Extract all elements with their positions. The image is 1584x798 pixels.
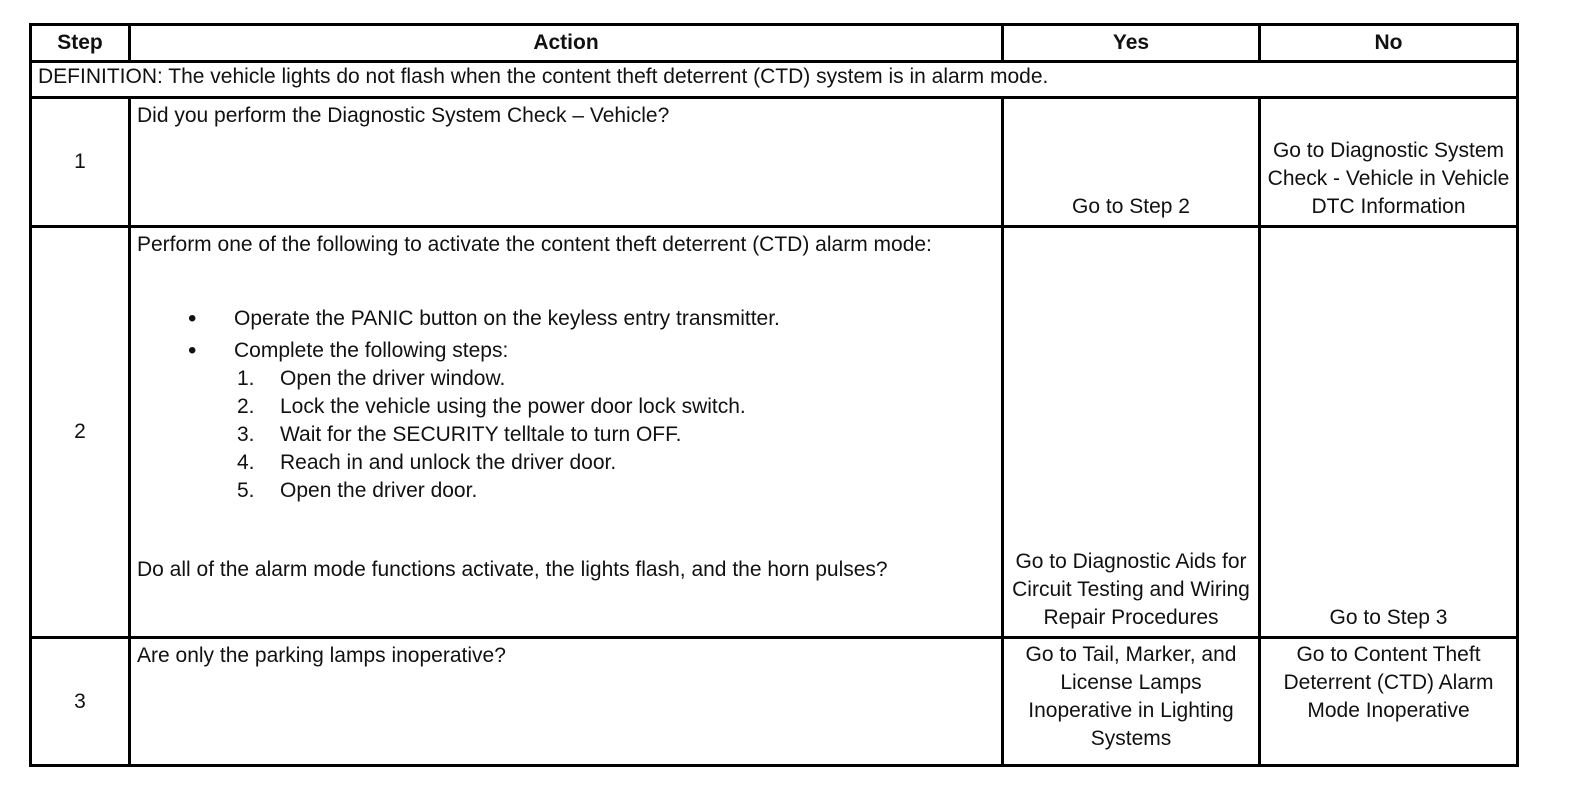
header-no: No <box>1260 25 1518 62</box>
yes-result: Go to Tail, Marker, and License Lamps Inoperative in Lighting Systems <box>1003 638 1260 766</box>
diagnostic-table <box>29 23 1519 767</box>
header-yes: Yes <box>1003 25 1260 62</box>
header-row <box>31 25 1518 62</box>
list-item <box>237 449 995 477</box>
step-number: 1 <box>31 98 130 227</box>
table-row <box>31 227 1518 638</box>
substep-number: 4. <box>237 451 255 474</box>
yes-result: Go to Step 2 <box>1003 98 1260 227</box>
list-item <box>188 337 995 365</box>
substep-number: 2. <box>237 395 255 418</box>
substep-text: Lock the vehicle using the power door lock switch. <box>280 395 746 418</box>
action-text: Are only the parking lamps inoperative? <box>130 638 1003 766</box>
substep-number: 5. <box>237 479 255 502</box>
action-intro: Perform one of the following to activate the content theft deterrent (CTD) alarm mode: <box>137 233 932 256</box>
no-result: Go to Diagnostic System Check - Vehicle in Vehicle DTC Information <box>1260 98 1518 227</box>
yes-result: Go to Diagnostic Aids for Circuit Testing and Wiring Repair Procedures <box>1003 227 1260 638</box>
step-number: 2 <box>31 227 130 638</box>
substep-text: Reach in and unlock the driver door. <box>280 451 617 474</box>
list-item <box>237 477 995 505</box>
list-item-text: Complete the following steps: <box>234 339 509 362</box>
substep-number: 3. <box>237 423 255 446</box>
substep-text: Open the driver window. <box>280 367 506 390</box>
substep-number: 1. <box>237 367 255 390</box>
definition-text: DEFINITION: The vehicle lights do not flash when the content theft deterrent (CTD) system is in alarm mode. <box>31 62 1518 98</box>
header-action: Action <box>130 25 1003 62</box>
substep-text: Open the driver door. <box>280 479 478 502</box>
step-number: 3 <box>31 638 130 766</box>
action-question: Do all of the alarm mode functions activate, the lights flash, and the horn pulses? <box>137 558 888 581</box>
list-item: • Operate the PANIC button on the keyless entry transmitter. <box>188 305 995 333</box>
no-result: Go to Content Theft Deterrent (CTD) Alarm Mode Inoperative <box>1260 638 1518 766</box>
header-step: Step <box>31 25 130 62</box>
table-row <box>31 98 1518 227</box>
action-text: Did you perform the Diagnostic System Check – Vehicle? <box>130 98 1003 227</box>
action-cell <box>130 227 1003 638</box>
no-result: Go to Step 3 <box>1260 227 1518 638</box>
list-item <box>237 421 995 449</box>
table-row <box>31 638 1518 766</box>
list-item <box>237 393 995 421</box>
definition-row <box>31 62 1518 98</box>
substep-text: Wait for the SECURITY telltale to turn OFF. <box>280 423 682 446</box>
list-item <box>237 365 995 393</box>
bullet-list <box>137 305 995 365</box>
substep-list <box>137 365 995 505</box>
